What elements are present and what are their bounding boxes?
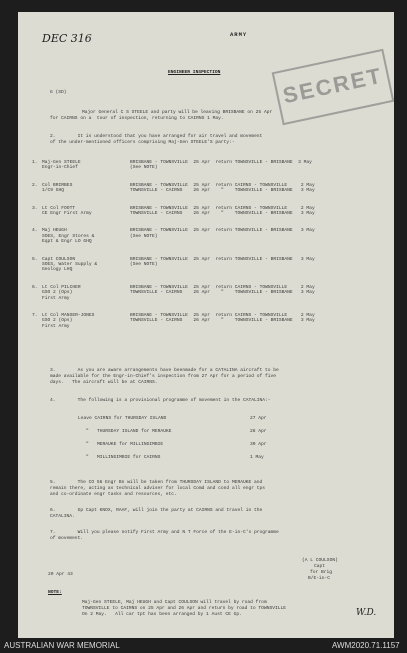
- officer-itinerary-line: (See NOTE): [130, 262, 158, 267]
- officer-itinerary-line: BRISBANE - TOWNSVILLE 25 Apr return TOWNSVILLE - BRISBANE 3 May: [130, 256, 315, 262]
- programme-leg: " MERAUKE for MILLINGIMBIE: [86, 442, 164, 447]
- reference: G (SD): [50, 90, 67, 95]
- officer-itinerary-line: BRISBANE - TOWNSVILLE 25 Apr return CAIRNS - TOWNSVILLE 2 May: [130, 313, 315, 318]
- officer-appointment: Engr-in-Chief: [42, 165, 78, 171]
- officer-itinerary-line: BRISBANE - TOWNSVILLE 25 Apr return TOWNSVILLE - BRISBANE 3 May: [130, 228, 315, 234]
- programme-date: 1 May: [250, 455, 264, 460]
- officer-name: Lt Col MANSER-JONES: [42, 313, 95, 318]
- document-date: 20 Apr 43: [48, 572, 73, 577]
- officer-appointment: CE Engr First Army: [42, 211, 92, 216]
- officer-name: Maj HEUGH: [42, 228, 67, 234]
- document-title: ENGINEER INSPECTION: [168, 70, 221, 75]
- officer-number: 6.: [32, 284, 38, 290]
- footer-institution: AUSTRALIAN WAR MEMORIAL: [4, 641, 120, 650]
- footer-accession-number: AWM2020.71.1157: [332, 641, 400, 650]
- note-label: NOTE:: [48, 590, 62, 595]
- officer-appointment: First Army: [42, 295, 70, 301]
- officer-itinerary-line: TOWNSVILLE - CAIRNS 26 Apr " TOWNSVILLE - BRISBANE 3 May: [130, 211, 315, 216]
- handwritten-initials: W.D.: [356, 608, 377, 618]
- officer-appointment: GSO 2 (Ops): [42, 290, 73, 296]
- programme-date: 27 Apr: [250, 416, 267, 421]
- footer-bar: [0, 638, 407, 653]
- officer-itinerary-line: TOWNSVILLE - CAIRNS 26 Apr " TOWNSVILLE - BRISBANE 3 May: [130, 290, 315, 296]
- officer-number: 4.: [32, 228, 38, 234]
- officer-appointment: Eqpt & Engr LO GHQ: [42, 239, 92, 245]
- officer-appointment: GSO 2 (Ops): [42, 318, 73, 324]
- paragraph-4: 4. The following is a provisional programme of movement in the CATALINA:-: [50, 398, 271, 403]
- officer-appointment: Geology LHQ: [42, 267, 73, 273]
- programme-leg: Leave CAIRNS for THURSDAY ISLAND: [78, 416, 167, 421]
- officer-number: 3.: [32, 205, 38, 211]
- officer-itinerary-line: BRISBANE - TOWNSVILLE 25 Apr return CAIRNS - TOWNSVILLE 2 May: [130, 205, 315, 211]
- officer-appointment: 1/C9 GHQ: [42, 188, 65, 194]
- officer-appointment: SOES, Water Supply &: [42, 262, 98, 267]
- officer-itinerary-line: (See NOTE): [130, 233, 158, 239]
- officer-itinerary-line: TOWNSVILLE - CAIRNS 26 Apr " TOWNSVILLE - BRISBANE 3 May: [130, 318, 315, 324]
- officer-number: 2.: [32, 182, 38, 188]
- officer-name: Capt COULSON: [42, 256, 76, 262]
- officer-number: 1.: [32, 160, 38, 165]
- officer-name: Lt Col PILCHER: [42, 284, 81, 290]
- officer-itinerary-line: (See NOTE): [130, 165, 158, 171]
- classification-header: ARMY: [230, 31, 248, 38]
- officer-itinerary-line: BRISBANE - TOWNSVILLE 25 Apr return CAIRNS - TOWNSVILLE 2 May: [130, 284, 315, 290]
- officer-name: Col BRIRBES: [42, 182, 73, 188]
- officer-appointment: First Army: [42, 323, 70, 329]
- handwritten-date: DEC 316: [42, 32, 92, 45]
- officer-name: Lt Col FOOTT: [42, 205, 76, 211]
- secret-stamp: SECRET: [272, 49, 394, 126]
- officer-itinerary-line: BRISBANE - TOWNSVILLE 25 Apr return TOWNSVILLE - BRISBANE 3 May: [130, 160, 312, 165]
- officer-number: 7.: [32, 313, 38, 318]
- programme-leg: " THURSDAY ISLAND for MERAUKE: [86, 429, 172, 434]
- officer-number: 5.: [32, 256, 38, 262]
- officer-appointment: SOES, Engr Stores &: [42, 233, 95, 239]
- document-page: DEC 316 ARMY SECRET ENGINEER INSPECTION G (SD) Major General C S STEELE and party will be leaving BRISBANE on 25 Apr for CAIRNS on a tour of inspection, returning to CAIRNS 1 May. 2. It is understood that you have arranged for air travel and movement of the under-mentioned officers comprising Maj-Gen STEELE'S party:- 1. Maj-Gen STEELE Engr-in-Chief BRISBANE - TOWNSVILLE 25 Apr return TOWNSVILLE - BRISBANE 3 May (See NOTE) 2. Col BRIRBES 1/C9 GHQ BRISBANE - TOWNSVILLE 25 Apr return CAIRNS - TOWNSVILLE 2 May TOWNSVILLE - CAIRNS 26 Apr " TOWNSVILLE - BRISBANE 3 May 3. Lt Col FOOTT CE Engr First Army BRISBANE - TOWNSVILLE 25 Apr return CAIRNS - TOWNSVILLE 2 May TOWNSVILLE - CAIRNS 26 Apr " TOWNSVILLE - BRISBANE 3 May 4. Maj HEUGH SOES, Engr Stores & Eqpt & Engr LO GHQ BRISBANE - TOWNSVILLE 25 Apr return TOWNSVILLE - BRISBANE 3 May (See NOTE) 5. Capt COULSON SOES, Water Supply & Geology LHQ BRISBANE - TOWNSVILLE 25 Apr return TOWNSVILLE - BRISBANE 3 May (See NOTE) 6. Lt Col PILCHER GSO 2 (Ops) First Army BRISBANE - TOWNSVILLE 25 Apr return CAIRNS - TOWNSVILLE 2 May TOWNSVILLE - CAIRNS 26 Apr " TOWNSVILLE - BRISBANE 3 May 7. Lt Col MANSER-JONES GSO 2 (Ops) First Army BRISBANE - TOWNSVILLE 25 Apr return CAIRNS - TOWNSVILLE 2 May TOWNSVILLE - CAIRNS 26 Apr " TOWNSVILLE - BRISBANE 3 May 3. As you are aware arrangements have beenmade for a CATALINA aircraft to be made available for the Engr-in-Chief's inspection from 27 Apr for a period of five days. The aircraft will be at CAIRNS. 4. The following is a provisional programme of movement in the CATALINA:- Leave CAIRNS for THURSDAY ISLAND 27 Apr " THURSDAY ISLAND for MERAUKE 28 Apr " MERAUKE for MILLINGIMBIE 30 Apr " MILLINGIMBIE for CAIRNS 1 May 5. The CO 56 Engr Bn will be taken from THURSDAY ISLAND to MERAUKE and remain there, acting as technical adviser for local Comd and cond all engr tps and co-ordinate engr tasks and resources, etc. 6. Gp Capt KNOX, RAAF, will join the party at CAIRNS and travel in the CATALINA. 7. Will you please notify First Army and N T Force of the E-in-C's programme of movement. (A L COULSON) Capt for Brig B/E-in-C 20 Apr 43 NOTE: Maj-Gen STEELE, Maj HEUGH and Capt COULSON will travel by road from TOWNSVILLE to CAIRNS on 25 Apr and 26 Apr and return by road to TOWNSVILLE On 2 May. All car tpt has been arranged by 1 Aust CE Gp. W.D.: [18, 12, 394, 638]
- programme-date: 28 Apr: [250, 429, 267, 434]
- programme-leg: " MILLINGIMBIE for CAIRNS: [86, 455, 161, 460]
- officer-itinerary-line: TOWNSVILLE - CAIRNS 26 Apr " TOWNSVILLE - BRISBANE 3 May: [130, 188, 315, 194]
- programme-date: 30 Apr: [250, 442, 267, 447]
- officer-name: Maj-Gen STEELE: [42, 160, 81, 165]
- officer-itinerary-line: BRISBANE - TOWNSVILLE 25 Apr return CAIRNS - TOWNSVILLE 2 May: [130, 182, 315, 188]
